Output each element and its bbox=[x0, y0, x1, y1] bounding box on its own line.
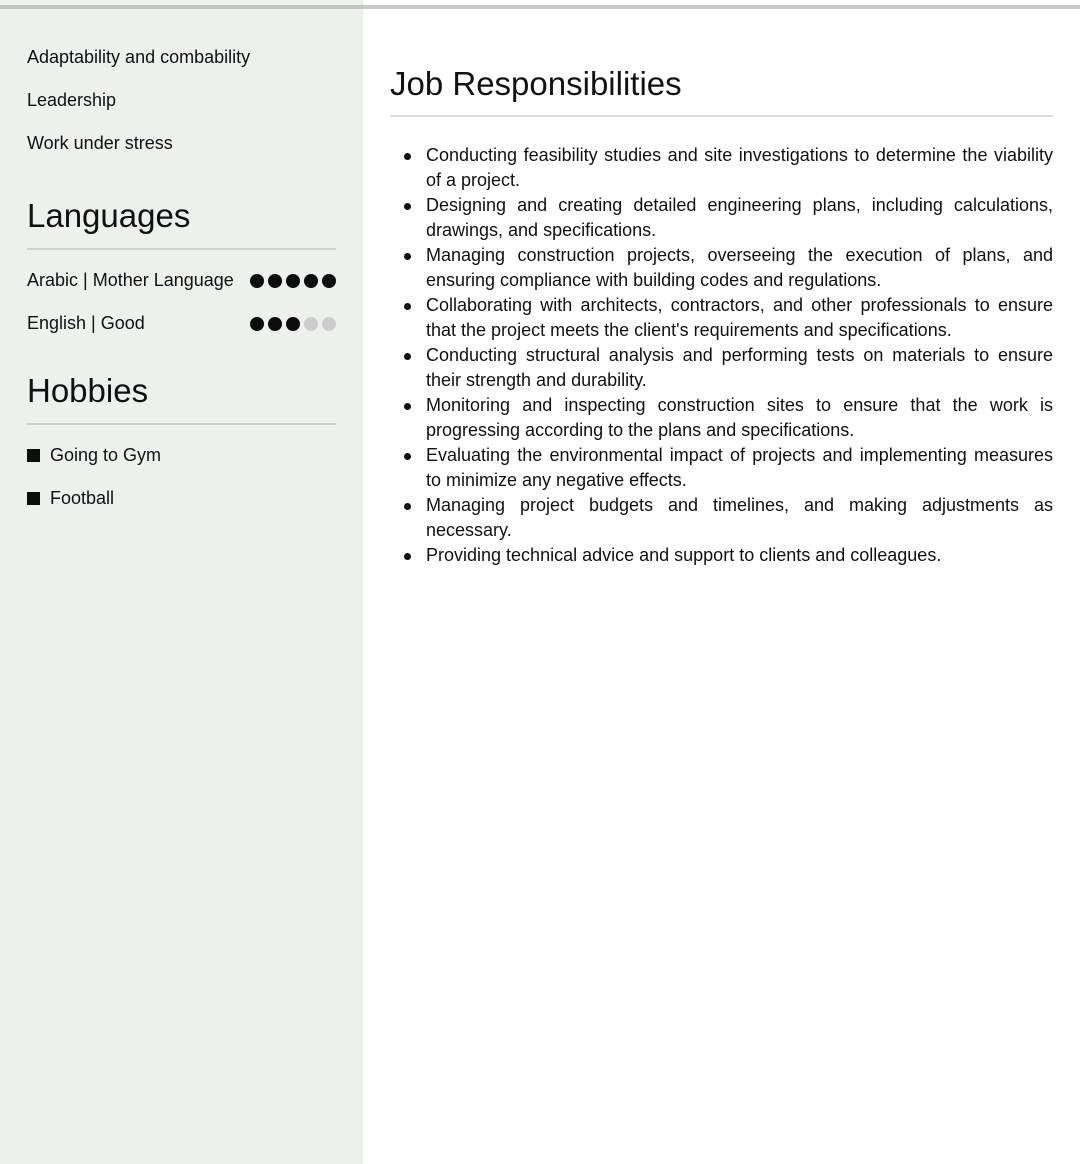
bullet-icon bbox=[404, 253, 411, 260]
hobby-item bbox=[27, 434, 336, 477]
responsibility-item bbox=[390, 443, 1053, 493]
level-dot-filled bbox=[268, 317, 282, 331]
bullet-icon bbox=[404, 503, 411, 510]
hobby-label: Football bbox=[50, 488, 115, 508]
main-divider bbox=[390, 115, 1053, 117]
responsibility-item bbox=[390, 143, 1053, 193]
hobbies-section bbox=[27, 371, 336, 520]
responsibility-text: Providing technical advice and support to clients and colleagues. bbox=[426, 545, 942, 565]
bullet-icon bbox=[404, 203, 411, 210]
skill-item: Leadership bbox=[27, 90, 117, 110]
sidebar-top-rule bbox=[0, 5, 363, 9]
responsibility-text: Managing construction projects, overseeing the execution of plans, and ensuring compliance with building codes and regulations. bbox=[426, 245, 1053, 290]
level-dot-filled bbox=[286, 317, 300, 331]
language-row bbox=[27, 302, 336, 345]
level-dot-filled bbox=[322, 274, 336, 288]
responsibility-text: Collaborating with architects, contractors, and other professionals to ensure that the project meets the client's requirements and specifications. bbox=[426, 295, 1053, 340]
responsibility-text: Conducting feasibility studies and site investigations to determine the viability of a project. bbox=[426, 145, 1053, 190]
hobby-label: Going to Gym bbox=[50, 445, 162, 465]
languages-title: Languages bbox=[27, 197, 191, 234]
level-dot-filled bbox=[250, 317, 264, 331]
language-row bbox=[27, 259, 336, 302]
responsibility-item bbox=[390, 493, 1053, 543]
bullet-icon bbox=[404, 453, 411, 460]
hobbies-title: Hobbies bbox=[27, 372, 149, 409]
hobbies-list bbox=[27, 434, 336, 520]
responsibility-text: Managing project budgets and timelines, and making adjustments as necessary. bbox=[426, 495, 1053, 540]
level-dot-filled bbox=[250, 274, 264, 288]
responsibility-item bbox=[390, 243, 1053, 293]
bullet-icon bbox=[404, 403, 411, 410]
job-responsibilities-title: Job Responsibilities bbox=[390, 65, 682, 102]
responsibility-text: Conducting structural analysis and performing tests on materials to ensure their strength and durability. bbox=[426, 345, 1053, 390]
responsibilities-list bbox=[390, 143, 1053, 568]
square-bullet-icon bbox=[27, 492, 40, 505]
language-label: Arabic | Mother Language bbox=[27, 270, 234, 290]
level-dot-filled bbox=[304, 274, 318, 288]
responsibility-item bbox=[390, 293, 1053, 343]
sidebar bbox=[0, 0, 363, 1164]
bullet-icon bbox=[404, 353, 411, 360]
level-dot-empty bbox=[304, 317, 318, 331]
responsibility-item bbox=[390, 393, 1053, 443]
bullet-icon bbox=[404, 553, 411, 560]
level-dot-empty bbox=[322, 317, 336, 331]
bullet-icon bbox=[404, 303, 411, 310]
languages-divider bbox=[27, 248, 336, 250]
main-content bbox=[390, 64, 1053, 568]
languages-section bbox=[27, 196, 336, 345]
level-dot-filled bbox=[286, 274, 300, 288]
responsibility-item bbox=[390, 193, 1053, 243]
responsibility-text: Evaluating the environmental impact of projects and implementing measures to minimize any negative effects. bbox=[426, 445, 1053, 490]
square-bullet-icon bbox=[27, 449, 40, 462]
languages-list bbox=[27, 259, 336, 345]
bullet-icon bbox=[404, 153, 411, 160]
skills-list bbox=[27, 46, 336, 175]
responsibility-text: Monitoring and inspecting construction sites to ensure that the work is progressing according to the plans and specifications. bbox=[426, 395, 1053, 440]
skill-item: Adaptability and combability bbox=[27, 47, 251, 67]
language-level-dots bbox=[250, 274, 336, 288]
hobby-item bbox=[27, 477, 336, 520]
responsibility-item bbox=[390, 343, 1053, 393]
language-level-dots bbox=[250, 317, 336, 331]
level-dot-filled bbox=[268, 274, 282, 288]
responsibility-item bbox=[390, 543, 1053, 568]
hobbies-divider bbox=[27, 423, 336, 425]
skill-item: Work under stress bbox=[27, 133, 173, 153]
responsibility-text: Designing and creating detailed engineering plans, including calculations, drawings, and specifications. bbox=[426, 195, 1053, 240]
language-label: English | Good bbox=[27, 313, 145, 333]
